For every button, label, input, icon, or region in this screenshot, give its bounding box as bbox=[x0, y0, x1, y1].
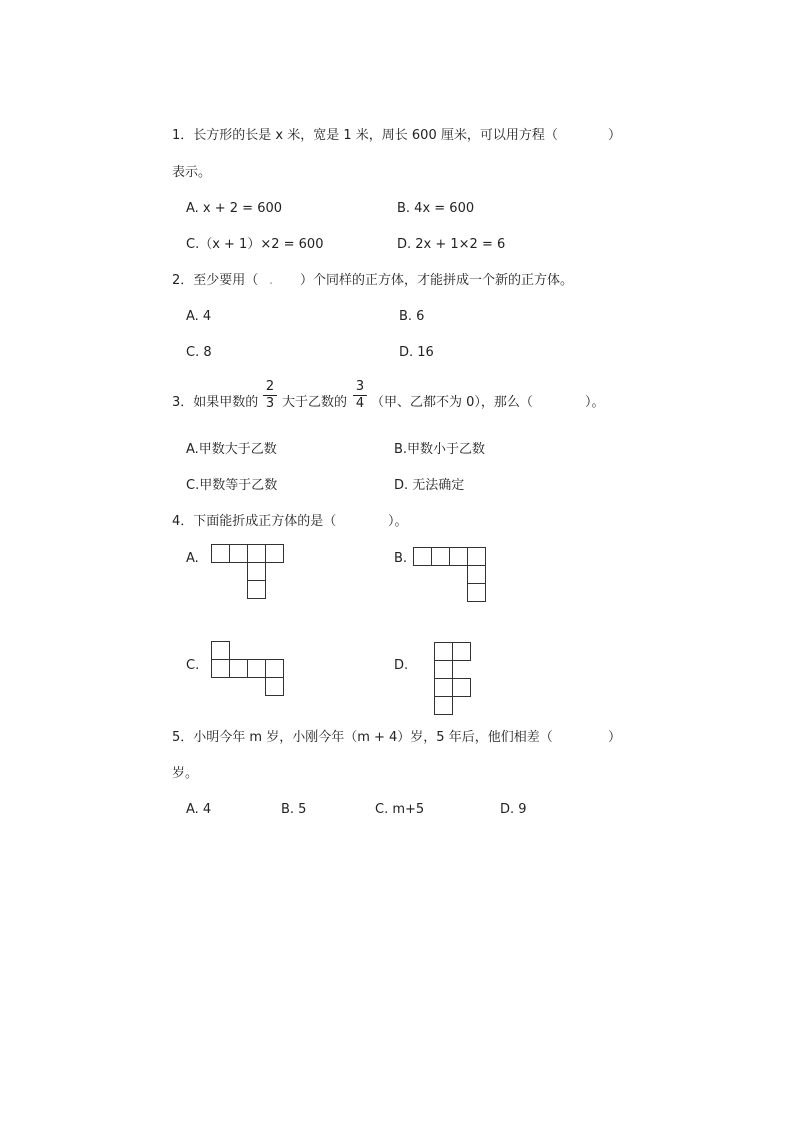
net-c-square bbox=[230, 660, 248, 678]
net-a-square bbox=[248, 545, 266, 563]
net-b-square bbox=[468, 548, 486, 566]
net-a-square bbox=[248, 563, 266, 581]
q3-stem-post: （甲、乙都不为 0），那么（ bbox=[371, 395, 533, 410]
net-b-square bbox=[468, 566, 486, 584]
net-c-square bbox=[266, 660, 284, 678]
net-a-square bbox=[248, 581, 266, 599]
net-a-square bbox=[212, 545, 230, 563]
net-d-square bbox=[453, 643, 471, 661]
q4-option-a-label: A. bbox=[186, 551, 199, 566]
q5-option-a: A. 4 bbox=[186, 802, 212, 817]
q2-option-d: D. 16 bbox=[399, 345, 434, 360]
q1-stem-line2: 表示。 bbox=[172, 165, 212, 180]
q3-fraction-1-denominator: 3 bbox=[265, 396, 275, 411]
q3-stem-mid: 大于乙数的 bbox=[282, 395, 348, 410]
q3-stem-pre: 3．如果甲数的 bbox=[172, 395, 259, 410]
q4-net-d bbox=[434, 642, 474, 720]
q1-option-d: D. 2x + 1×2 = 6 bbox=[397, 237, 506, 252]
q2-stem-post: ）个同样的正方体，才能拼成一个新的正方体。 bbox=[300, 273, 574, 288]
q3-fraction-1 bbox=[263, 380, 277, 411]
q5-stem-line1: 5．小明今年 m 岁，小刚今年（m + 4）岁，5 年后，他们相差（ bbox=[172, 730, 553, 745]
q2-dot: . bbox=[269, 273, 274, 288]
q5-stem-line2: 岁。 bbox=[172, 766, 199, 781]
q3-fraction-2-numerator: 3 bbox=[355, 379, 365, 394]
net-c-square bbox=[212, 642, 230, 660]
q4-net-a bbox=[211, 544, 287, 600]
q3-option-d: D. 无法确定 bbox=[394, 478, 465, 493]
q4-option-d-label: D. bbox=[394, 658, 409, 673]
q4-net-b bbox=[413, 547, 489, 603]
net-c-square bbox=[248, 660, 266, 678]
net-a-square bbox=[266, 545, 284, 563]
net-b-square bbox=[450, 548, 468, 566]
net-b-square bbox=[432, 548, 450, 566]
q4-option-c-label: C. bbox=[186, 658, 200, 673]
net-d-square bbox=[435, 697, 453, 715]
net-c-square bbox=[266, 678, 284, 696]
q1-option-b: B. 4x = 600 bbox=[397, 201, 475, 216]
q5-option-b: B. 5 bbox=[281, 802, 307, 817]
q2-option-a: A. 4 bbox=[186, 309, 212, 324]
net-b-square bbox=[414, 548, 432, 566]
net-d-square bbox=[435, 661, 453, 679]
q4-stem: 4．下面能折成正方体的是（ bbox=[172, 514, 337, 529]
q3-option-a: A.甲数大于乙数 bbox=[186, 442, 277, 457]
net-c-square bbox=[212, 660, 230, 678]
q2-option-b: B. 6 bbox=[399, 309, 425, 324]
q3-fraction-1-numerator: 2 bbox=[265, 379, 275, 394]
q5-close-paren: ） bbox=[608, 730, 622, 745]
q5-option-c: C. m+5 bbox=[375, 802, 425, 817]
q3-option-b: B.甲数小于乙数 bbox=[394, 442, 486, 457]
q3-option-c: C.甲数等于乙数 bbox=[186, 478, 278, 493]
net-a-square bbox=[230, 545, 248, 563]
net-d-square bbox=[435, 679, 453, 697]
q3-fraction-2-denominator: 4 bbox=[355, 396, 365, 411]
q3-fraction-2 bbox=[353, 380, 367, 411]
q1-stem-line1: 1．长方形的长是 x 米，宽是 1 米，周长 600 厘米，可以用方程（ bbox=[172, 128, 558, 143]
q1-option-a: A. x + 2 = 600 bbox=[186, 201, 283, 216]
net-b-square bbox=[468, 584, 486, 602]
q5-option-d: D. 9 bbox=[500, 802, 527, 817]
q4-net-c bbox=[211, 641, 287, 699]
q2-stem-pre: 2．至少要用（ bbox=[172, 273, 259, 288]
q1-close-paren: ） bbox=[608, 128, 622, 143]
q2-option-c: C. 8 bbox=[186, 345, 212, 360]
q3-stem-end: ）。 bbox=[585, 395, 605, 410]
net-d-square bbox=[453, 679, 471, 697]
q1-option-c: C.（x + 1）×2 = 600 bbox=[186, 237, 324, 252]
net-d-square bbox=[435, 643, 453, 661]
q4-stem-end: ）。 bbox=[388, 514, 408, 529]
q4-option-b-label: B. bbox=[394, 551, 408, 566]
